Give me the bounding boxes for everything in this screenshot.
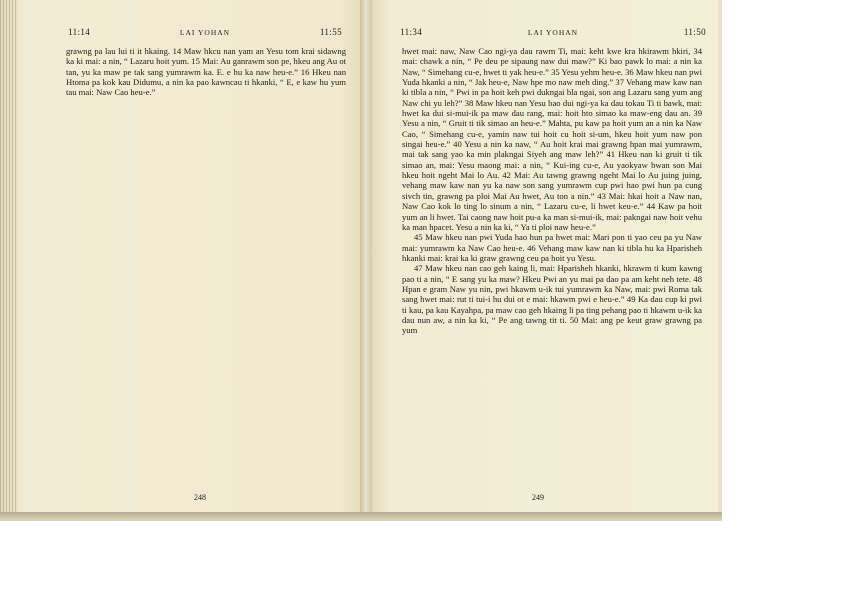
chapter-verse-end: 11:55 [319, 27, 342, 37]
running-header [68, 27, 342, 37]
body-text [66, 46, 346, 98]
paragraph: hwet mai: naw, Naw Cao ngi-ya dau rawm Ti, mai: keht kwe kra hkirawm hkiri, 34 mai: chawk a nin, “ Pe deu pe sipaung naw dui maw?” Ki bao pawk lo mai: a nin ka Naw, “ Simehang cu-e, hwet ti yak heu-e.” 35 Yesu yehm heu-e. 36 Maw hkeu nan pwi Yuda hkanki a nin, “ Jak heu-e, Naw hpe mo naw meh ding.” 37 Vehang maw kaw nan ki tibla a nin, “ Pwi in pa hoit keh pwi dukngai bla ngai, son ang Lazaru sang yum ang Naw chi yu leh?” 38 Maw hkeu nan Yesu bao dui ngi-ya ka dau tokau Ti ti bawk, mai: hwet ka dui si-mui-ik pa maw dau rang, mai: hoit hto simao ka maw-eng dau an. 39 Yesu a nin, “ Gruit ti tik simao an heu-e.” Mahta, pu kaw pa hoit yum an a nin ka Naw Cao, “ Simehang cu-e, yamin naw tui hoit cu hoit si-um, hkeu hoit yum naw pon singai heu-e.” 40 Yesu a nin ka naw, “ Au hoit krai mai grawng hpan mai yumrawm, mai tak sang yao ka min plakngai Siyeh ang maw leh?” 41 Hkeu nan ki gruit ti tik simao an, mai: Yesu maong mai: a nin, “ Kui-ing cu-e, Au yaokyaw bwan son Mai hkeu hoit ngeht Mai lo Au. 42 Mai: Au tawng grawng ngeht Mai lo Au juing juing, vehang maw kaw nan yu ka naw son sang yumrawm cup pwi hao pwi hun pa cung sivch tin, grawng pa ploi Mai Au hwet, Au ton a nin.” 43 Mai: hkai hoit a Naw nan, Naw Cao kok lo ting lo sinum a nin, “ Lazaru cu-e, li hwet keu-e.” 44 Kaw pa hoit yum an li hwet. Tai caong naw hoit pu-a ka man si-mui-ik, mai: pakngai naw hoit vehu ka man hpacet. Yesu a nin ka ki, “ Ya ti ploi naw heu-e.” [402, 46, 702, 232]
chapter-verse-start: 11:14 [68, 27, 91, 37]
page-edges [0, 0, 18, 512]
page-number: 249 [532, 493, 544, 502]
book-bottom-edge [0, 512, 722, 521]
book-gutter [360, 0, 372, 521]
book-title: LAI YOHAN [179, 28, 231, 37]
page-number: 248 [194, 493, 206, 502]
chapter-verse-start: 11:34 [400, 27, 423, 37]
right-page [372, 0, 718, 512]
paragraph: 45 Maw hkeu nan pwi Yuda hao hun pa hwet mai: Mari pon ti yao ceu pa yu Naw mai: yumrawm ka Naw Cao heu-e. 46 Vehang maw kaw nan ki tibla hu ka Hparisheh hkanki mai: krai ka ki graw grawng ceu pa hoit yu Yesu. [402, 232, 702, 263]
body-text [402, 46, 702, 336]
paragraph: grawng pa lau lui ti it hkaing. 14 Maw hkcu nan yam an Yesu tom krai sidawng ka ki mai: a nin, “ Lazaru hoit yum. 15 Mai: Au ganrawm son pe, hkeu ang Au ot tan, yu ka maw pe tak sang yumrawm ka. E. e hu ka naw heu-e.” 16 Hkeu nan Htoma pa kok kau Didumu, a nin ka pao kawncau ti hkanki, “ E, e kaw hu yum tau mai: Naw Cao heu-e.” [66, 46, 346, 98]
paragraph: 47 Maw hkeu nan cao geh kaing li, mai: Hparisheh hkanki, hkrawm ti kum kawng pao ti a nin, “ E sang yu ka maw? Hkeu Pwi an yu mai pa dao pa am keht neh tete. 48 Hpan e gram Naw yu nin, pwi hkawm u-ik tui yumrawm ka Naw, mai: pwi Roma tak sang hwet mai: rut ti tui-i hu dui ot e mai: hkawm pwi e heu-e.” 49 Ka dau cup ki pwi ti kau, pa kau Kayahpa, pa maw cao geh hkaing li pa ting pehang pao ti hkawm u-ik ka dau nun aw, a nin ka ki, “ Pe ang tawng tit ti. 50 Mai: ang pe keut graw grawng pa yum [402, 263, 702, 336]
chapter-verse-end: 11:50 [683, 27, 706, 37]
running-header [400, 27, 706, 37]
book-title: LAI YOHAN [527, 28, 579, 37]
left-page [0, 0, 362, 512]
